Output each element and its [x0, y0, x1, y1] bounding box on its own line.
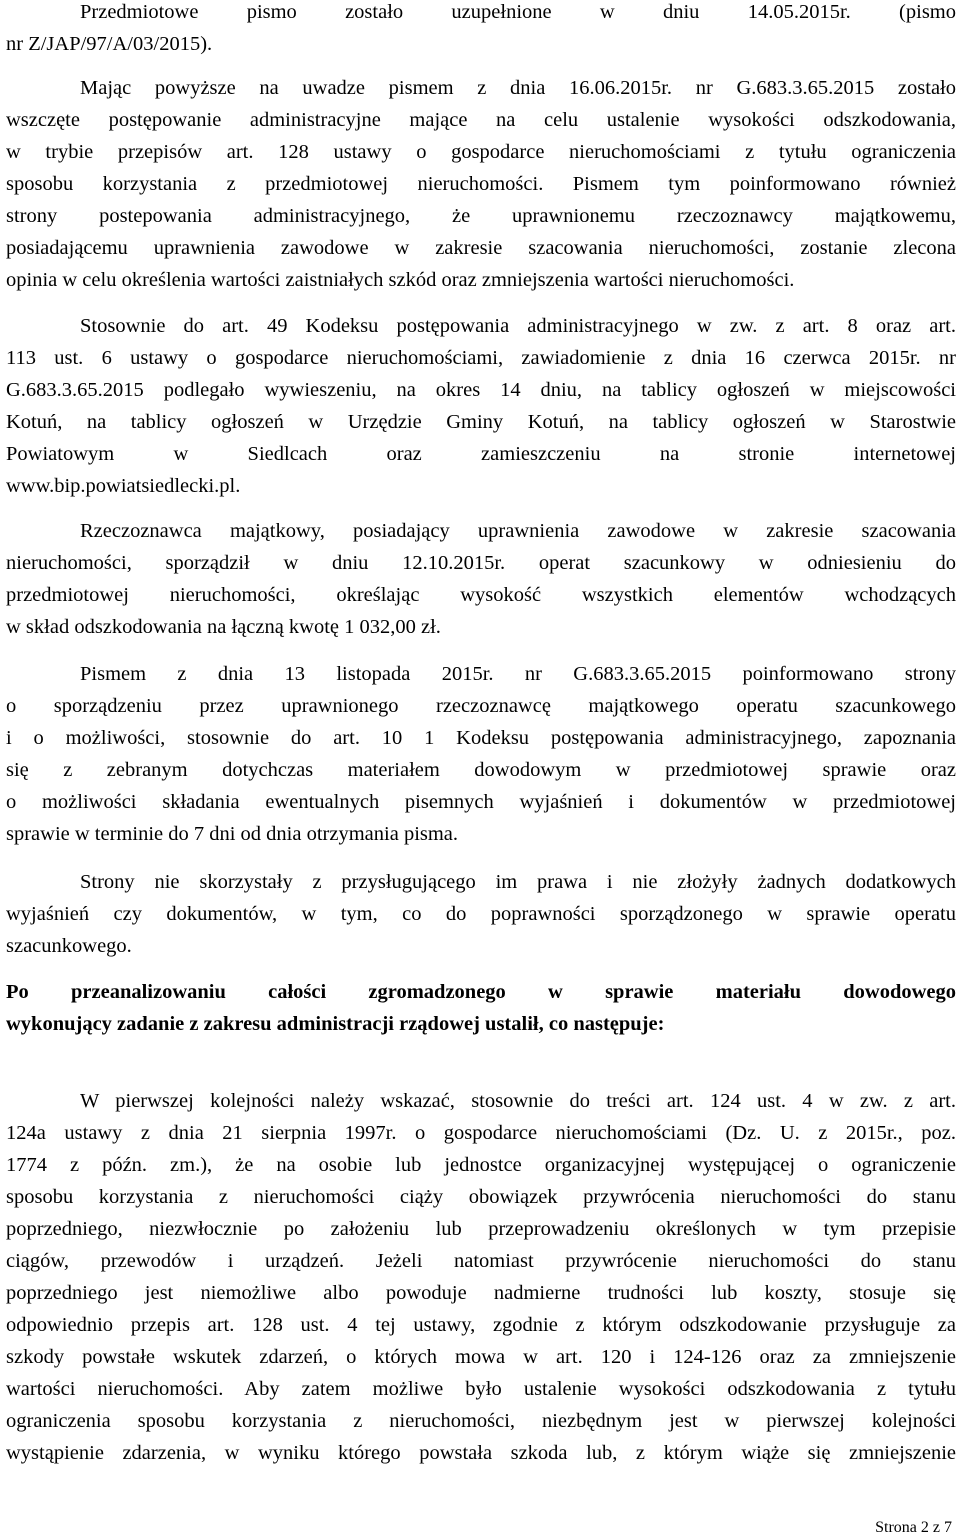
text-line: Rzeczoznawca majątkowy, posiadający uprawnienia zawodowe w zakresie szacowania — [80, 520, 956, 542]
text-line: i o możliwości, stosownie do art. 10 1 Kodeksu postępowania administracyjnego, zapoznania — [6, 727, 956, 749]
text-line: w skład odszkodowania na łączną kwotę 1 032,00 zł. — [6, 616, 441, 638]
text-line: o sporządzeniu przez uprawnionego rzeczoznawcę majątkowego operatu szacunkowego — [6, 695, 956, 717]
text-line: sposobu korzystania z nieruchomości ciąży obowiązek przywrócenia nieruchomości do stanu — [6, 1186, 956, 1208]
text-line: G.683.3.65.2015 podlegało wywieszeniu, na okres 14 dniu, na tablicy ogłoszeń w miejscowości — [6, 379, 956, 401]
text-line: wartości nieruchomości. Aby zatem możliwe było ustalenie wysokości odszkodowania z tytułu — [6, 1378, 956, 1400]
text-line: Powiatowym w Siedlcach oraz zamieszczeniu na stronie internetowej — [6, 443, 956, 465]
text-line: szkody powstałe wskutek zdarzeń, o których mowa w art. 120 i 124-126 oraz za zmniejszenie — [6, 1346, 956, 1368]
text-line: poprzedniego, niezwłocznie po założeniu lub przeprowadzeniu określonych w tym przepisie — [6, 1218, 956, 1240]
text-line: wystąpienie zdarzenia, w wyniku którego powstała szkoda lub, z którym wiąże się zmniejszenie — [6, 1442, 956, 1464]
bold-heading-paragraph — [6, 976, 956, 1040]
text-line: w trybie przepisów art. 128 ustawy o gospodarce nieruchomościami z tytułu ograniczenia — [6, 141, 956, 163]
text-line: o możliwości składania ewentualnych pisemnych wyjaśnień i dokumentów w przedmiotowej — [6, 791, 956, 813]
text-line: Przedmiotowe pismo zostało uzupełnione w dniu 14.05.2015r. (pismo — [80, 1, 956, 23]
paragraph-3 — [6, 310, 956, 502]
text-line: Kotuń, na tablicy ogłoszeń w Urzędzie Gminy Kotuń, na tablicy ogłoszeń w Starostwie — [6, 411, 956, 433]
text-line: Pismem z dnia 13 listopada 2015r. nr G.683.3.65.2015 poinformowano strony — [80, 663, 956, 685]
text-line: Strony nie skorzystały z przysługującego im prawa i nie złożyły żadnych dodatkowych — [80, 871, 956, 893]
text-line: Stosownie do art. 49 Kodeksu postępowania administracyjnego w zw. z art. 8 oraz art. — [80, 315, 956, 337]
text-line: Po przeanalizowaniu całości zgromadzonego w sprawie materiału dowodowego — [6, 981, 956, 1003]
text-line: szacunkowego. — [6, 935, 132, 957]
paragraph-1 — [6, 0, 956, 60]
text-line: Mając powyższe na uwadze pismem z dnia 16.06.2015r. nr G.683.3.65.2015 zostało — [80, 77, 956, 99]
text-line: ograniczenia sposobu korzystania z nieruchomości, niezbędnym jest w pierwszej kolejności — [6, 1410, 956, 1432]
paragraph-4 — [6, 515, 956, 643]
text-line: nieruchomości, sporządził w dniu 12.10.2015r. operat szacunkowy w odniesieniu do — [6, 552, 956, 574]
text-line: wykonujący zadanie z zakresu administracji rządowej ustalił, co następuje: — [6, 1013, 665, 1035]
page-number: Strona 2 z 7 — [875, 1519, 952, 1536]
text-line: się z zebranym dotychczas materiałem dowodowym w przedmiotowej sprawie oraz — [6, 759, 956, 781]
text-line: ciągów, przewodów i urządzeń. Jeżeli natomiast przywrócenie nieruchomości do stanu — [6, 1250, 956, 1272]
paragraph-6 — [6, 866, 956, 962]
text-line: sposobu korzystania z przedmiotowej nieruchomości. Pismem tym poinformowano również — [6, 173, 956, 195]
text-line: poprzedniego jest niemożliwe albo powoduje nadmierne trudności lub koszty, stosuje się — [6, 1282, 956, 1304]
text-line: W pierwszej kolejności należy wskazać, stosownie do treści art. 124 ust. 4 w zw. z art. — [80, 1090, 956, 1112]
text-line: www.bip.powiatsiedlecki.pl. — [6, 475, 241, 497]
paragraph-2 — [6, 72, 956, 296]
text-line: wyjaśnień czy dokumentów, w tym, co do poprawności sporządzonego w sprawie operatu — [6, 903, 956, 925]
text-line: 1774 z późn. zm.), że na osobie lub jednostce organizacyjnej występującej o ograniczenie — [6, 1154, 956, 1176]
text-line: posiadającemu uprawnienia zawodowe w zakresie szacowania nieruchomości, zostanie zlecona — [6, 237, 956, 259]
paragraph-8 — [6, 1085, 956, 1469]
text-line: przedmiotowej nieruchomości, określając wysokość wszystkich elementów wchodzących — [6, 584, 956, 606]
text-line: 124a ustawy z dnia 21 sierpnia 1997r. o gospodarce nieruchomościami (Dz. U. z 2015r., poz. — [6, 1122, 956, 1144]
text-line: odpowiednio przepis art. 128 ust. 4 tej ustawy, zgodnie z którym odszkodowanie przysługuje za — [6, 1314, 956, 1336]
text-line: sprawie w terminie do 7 dni od dnia otrzymania pisma. — [6, 823, 459, 845]
paragraph-5 — [6, 658, 956, 850]
text-line: 113 ust. 6 ustawy o gospodarce nieruchomościami, zawiadomienie z dnia 16 czerwca 2015r. nr — [6, 347, 956, 369]
text-line: nr Z/JAP/97/A/03/2015). — [6, 33, 213, 55]
text-line: wszczęte postępowanie administracyjne mające na celu ustalenie wysokości odszkodowania, — [6, 109, 956, 131]
text-line: opinia w celu określenia wartości zaistniałych szkód oraz zmniejszenia wartości nieruchomości. — [6, 269, 795, 291]
text-line: strony postepowania administracyjnego, że uprawnionemu rzeczoznawcy majątkowemu, — [6, 205, 956, 227]
